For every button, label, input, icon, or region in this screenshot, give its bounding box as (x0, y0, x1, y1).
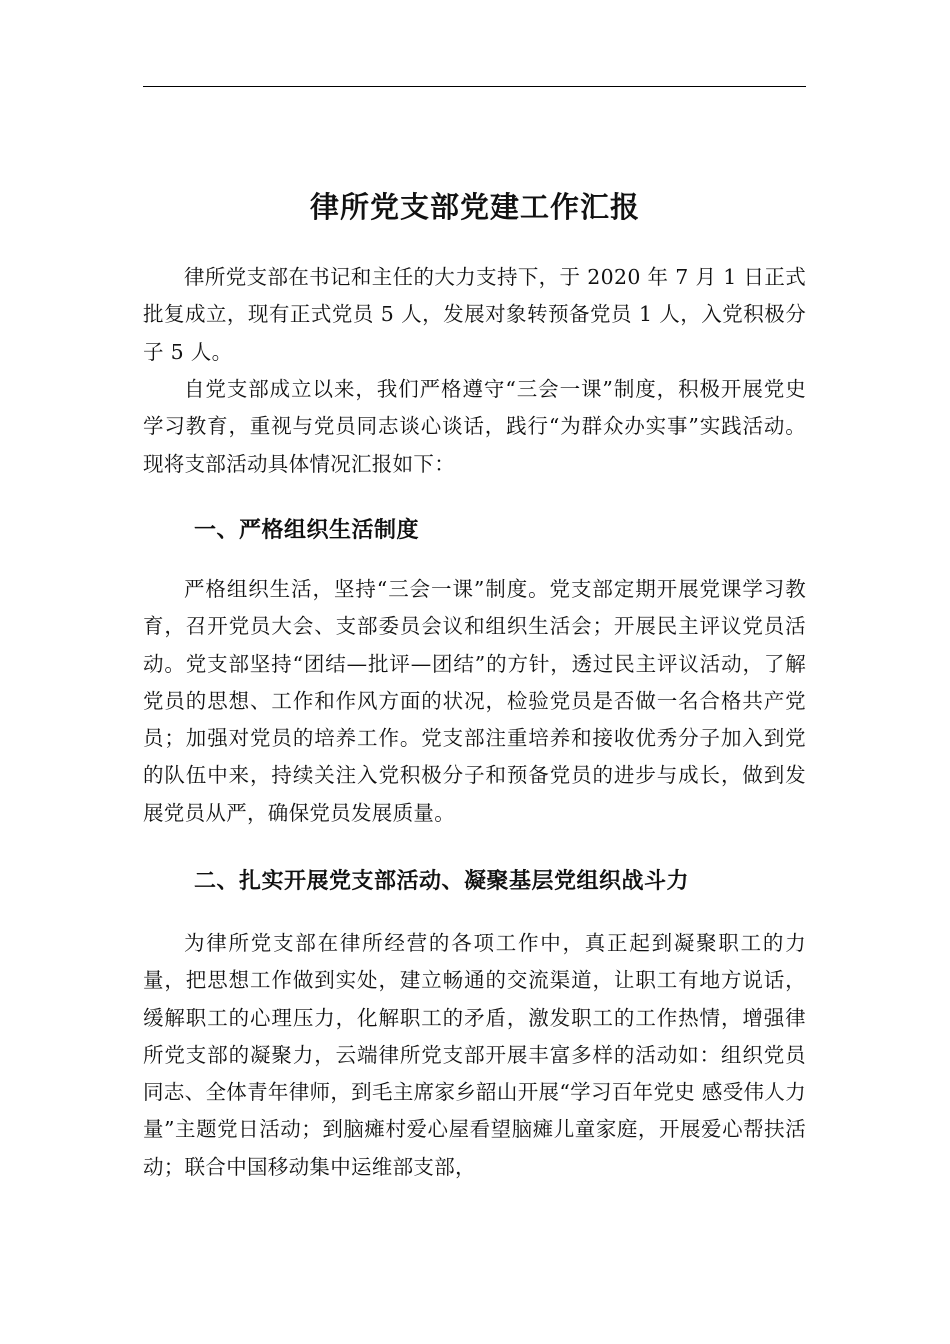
section-body-1: 严格组织生活，坚持“三会一课”制度。党支部定期开展党课学习教育，召开党员大会、支部委员会议和组织生活会；开展民主评议党员活动。党支部坚持“团结—批评—团结”的方针，透过民主评议活动，了解党员的思想、工作和作风方面的状况，检验党员是否做一名合格共产党员；加强对党员的培养工作。党支部注重培养和接收优秀分子加入到党的队伍中来，持续关注入党积极分子和预备党员的进步与成长，做到发展党员从严，确保党员发展质量。 (143, 577, 806, 825)
section-heading-2: 二、扎实开展党支部活动、凝聚基层党组织战斗力 (194, 869, 690, 894)
section-heading-1: 一、严格组织生活制度 (194, 518, 420, 543)
intro-paragraph-2: 自党支部成立以来，我们严格遵守“三会一课”制度，积极开展党史学习教育，重视与党员同志谈心谈话，践行“为群众办实事”实践活动。现将支部活动具体情况汇报如下： (143, 377, 806, 476)
document-title: 律所党支部党建工作汇报 (309, 190, 640, 225)
section-body-2: 为律所党支部在律所经营的各项工作中，真正起到凝聚职工的力量，把思想工作做到实处，建立畅通的交流渠道，让职工有地方说话，缓解职工的心理压力，化解职工的矛盾，激发职工的工作热情，增强律所党支部的凝聚力，云端律所党支部开展丰富多样的活动如：组织党员同志、全体青年律师，到毛主席家乡韶山开展“学习百年党史 感受伟人力量”主题党日活动；到脑瘫村爱心屋看望脑瘫儿童家庭，开展爱心帮扶活动；联合中国移动集中运维部支部， (143, 931, 806, 1179)
intro-paragraph-1: 律所党支部在书记和主任的大力支持下，于 2020 年 7 月 1 日正式批复成立，现有正式党员 5 人，发展对象转预备党员 1 人，入党积极分子 5 人。 (143, 265, 806, 364)
header-rule (143, 86, 806, 87)
